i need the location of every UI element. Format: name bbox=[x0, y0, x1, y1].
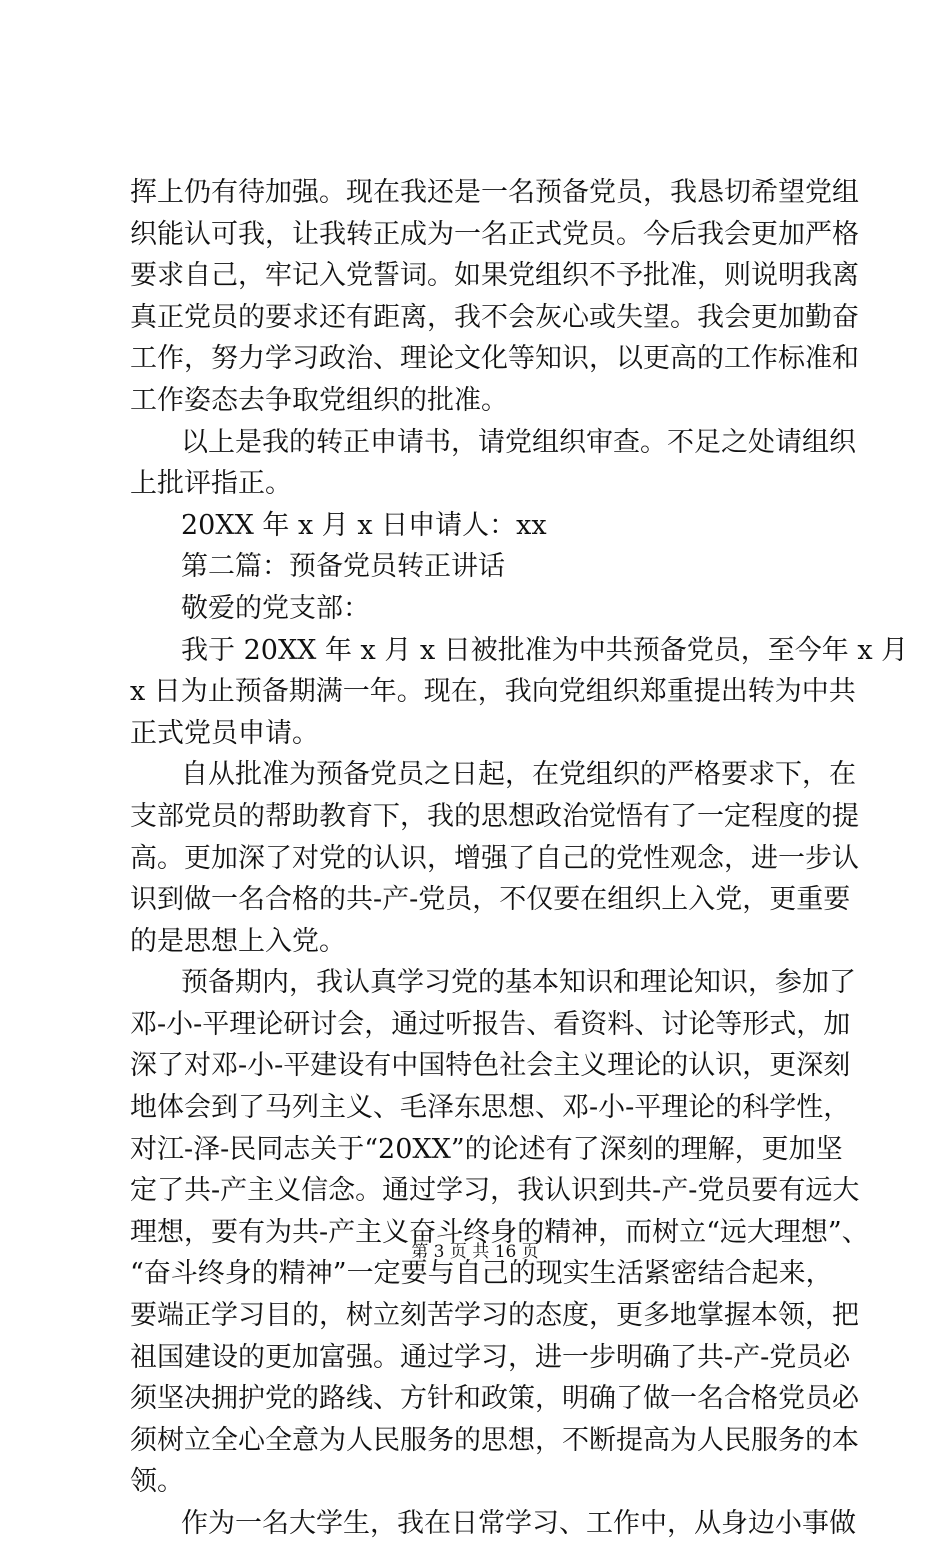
body-line: 要端正学习目的，树立刻苦学习的态度，更多地掌握本领，把 bbox=[130, 1300, 859, 1332]
paragraph-start-line: 作为一名大学生，我在日常学习、工作中，从身边小事做 bbox=[181, 1508, 856, 1539]
body-line: 真正党员的要求还有距离，我不会灰心或失望。我会更加勤奋 bbox=[130, 301, 859, 333]
body-line: 织能认可我，让我转正成为一名正式党员。今后我会更加严格 bbox=[130, 218, 859, 250]
body-line: 地体会到了马列主义、毛泽东思想、邓-小-平理论的科学性， bbox=[130, 1092, 851, 1124]
body-line: 挥上仍有待加强。现在我还是一名预备党员，我恳切希望党组 bbox=[130, 177, 859, 208]
body-line: 上批评指正。 bbox=[130, 468, 292, 500]
body-line: 对江-泽-民同志关于“20XX”的论述有了深刻的理解，更加坚 bbox=[130, 1133, 843, 1165]
body-line: 须树立全心全意为人民服务的思想，不断提高为人民服务的本 bbox=[130, 1424, 859, 1456]
paragraph-start-line: 预备期内，我认真学习党的基本知识和理论知识，参加了 bbox=[181, 967, 856, 999]
section-title: 第二篇：预备党员转正讲话 bbox=[181, 551, 505, 583]
body-line: 须坚决拥护党的路线、方针和政策，明确了做一名合格党员必 bbox=[130, 1383, 859, 1415]
body-line: 定了共-产主义信念。通过学习，我认识到共-产-党员要有远大 bbox=[130, 1175, 860, 1207]
signature-line: 20XX 年 x 月 x 日申请人：xx bbox=[181, 509, 547, 541]
page-number-footer: 第 3 页 共 16 页 bbox=[411, 1242, 539, 1262]
paragraph-start-line: 我于 20XX 年 x 月 x 日被批准为中共预备党员，至今年 x 月 bbox=[181, 634, 909, 666]
paragraph-start-line: 自从批准为预备党员之日起，在党组织的严格要求下，在 bbox=[181, 759, 856, 791]
body-line: 工作姿态去争取党组织的批准。 bbox=[130, 384, 508, 416]
paragraph-start-line: 以上是我的转正申请书，请党组织审查。不足之处请组织 bbox=[181, 426, 856, 458]
body-line: 理想，要有为共-产主义奋斗终身的精神，而树立“远大理想”、 bbox=[130, 1216, 869, 1248]
body-line: 识到做一名合格的共-产-党员，不仅要在组织上入党，更重要 bbox=[130, 884, 851, 916]
body-line: x 日为止预备期满一年。现在，我向党组织郑重提出转为中共 bbox=[130, 676, 856, 708]
document-body bbox=[130, 172, 909, 1545]
body-line: 的是思想上入党。 bbox=[130, 925, 346, 957]
body-line: 支部党员的帮助教育下，我的思想政治觉悟有了一定程度的提 bbox=[130, 800, 859, 832]
body-line: 深了对邓-小-平建设有中国特色社会主义理论的认识，更深刻 bbox=[130, 1050, 851, 1082]
body-line: 要求自己，牢记入党誓词。如果党组织不予批准，则说明我离 bbox=[130, 260, 859, 292]
salutation: 敬爱的党支部： bbox=[181, 592, 370, 624]
body-line: 领。 bbox=[130, 1466, 184, 1498]
body-line: 工作，努力学习政治、理论文化等知识，以更高的工作标准和 bbox=[130, 343, 859, 375]
body-line: “奋斗终身的精神”一定要与自己的现实生活紧密结合起来， bbox=[130, 1258, 833, 1290]
body-line: 正式党员申请。 bbox=[130, 717, 319, 749]
body-line: 高。更加深了对党的认识，增强了自己的党性观念，进一步认 bbox=[130, 842, 859, 874]
body-line: 邓-小-平理论研讨会，通过听报告、看资料、讨论等形式，加 bbox=[130, 1008, 851, 1040]
body-line: 祖国建设的更加富强。通过学习，进一步明确了共-产-党员必 bbox=[130, 1341, 851, 1373]
